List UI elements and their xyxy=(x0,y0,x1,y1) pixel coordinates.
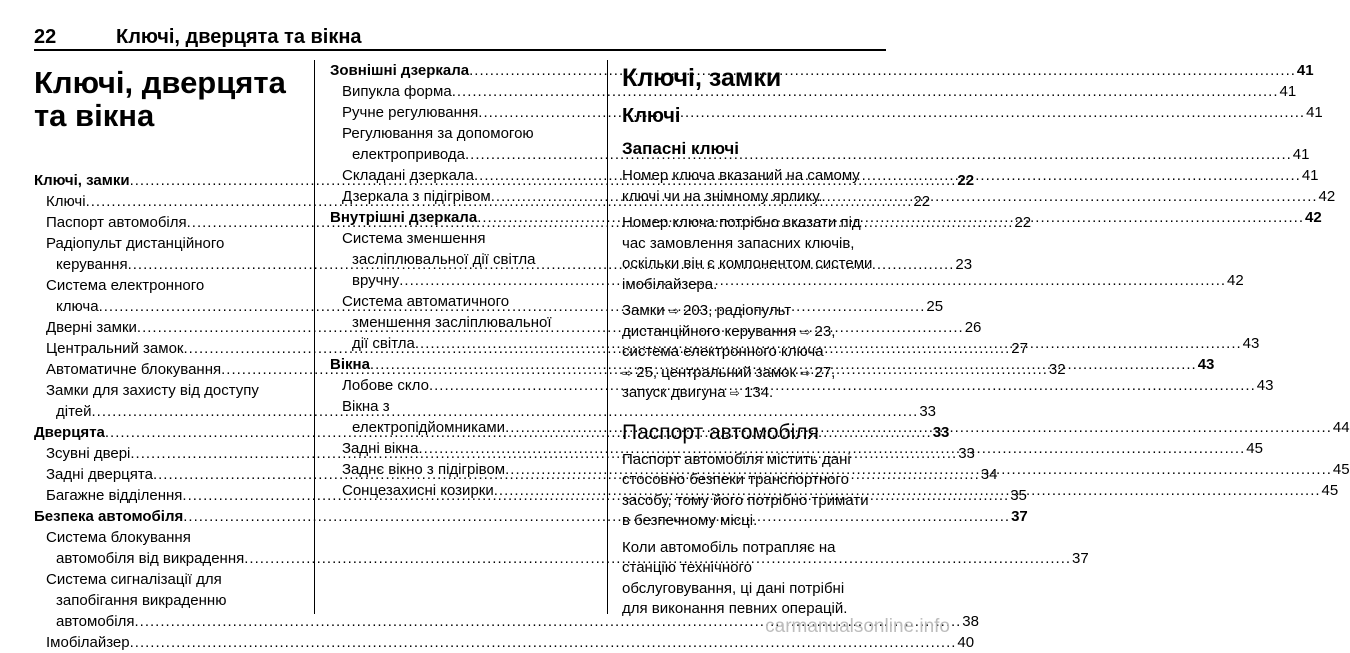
toc-item[interactable]: Багажне відділення ..... 35 xyxy=(34,485,298,506)
page-number: 22 xyxy=(34,26,57,48)
toc-item[interactable]: дітей ..... 33 xyxy=(34,401,298,422)
page-link[interactable]: 23, xyxy=(814,322,836,340)
chapter-title: Ключі, дверцята та вікна xyxy=(34,65,286,133)
toc-item[interactable]: автомобіля від викрадення ..... 37 xyxy=(34,548,298,569)
section-heading: Ключі, замки xyxy=(622,64,782,92)
topic-heading: Запасні ключі xyxy=(622,139,739,158)
arrow-right-icon: ⇨ xyxy=(800,324,811,339)
page-link[interactable]: 27, xyxy=(814,363,836,381)
watermark: carmanualsonline.info xyxy=(765,616,950,637)
toc-section[interactable]: Зовнішні дзеркала ..... 41 xyxy=(330,60,593,81)
toc-item-line: Система сигналізації для xyxy=(46,571,222,588)
arrow-right-icon: ⇨ xyxy=(729,386,740,400)
toc-item-line: Замки для захисту від доступу xyxy=(46,382,259,399)
toc-item[interactable]: Ключі ..... 22 xyxy=(34,191,298,212)
paragraph: Паспорт автомобіля містить дані стосовно безпеки транспортного засобу, тому його потрібно тримати в безпечному місці. xyxy=(622,450,869,529)
toc-item[interactable]: Дверні замки ..... 26 xyxy=(34,317,298,338)
toc-section[interactable]: Внутрішні дзеркала ..... 42 xyxy=(330,207,593,228)
toc-item[interactable]: Випукла форма ..... 41 xyxy=(330,81,593,102)
toc-item-line: Вікна з xyxy=(342,398,390,415)
toc-item[interactable]: Автоматичне блокування ..... 32 xyxy=(34,359,298,380)
paragraph-cross-references: Замки ⇨ 203, радіопульт дистанційного керування ⇨ 23, система електронного ключа ⇨ 25, центральний замок ⇨ 27, запуск двигуна ⇨ 134. xyxy=(622,302,836,401)
toc-item[interactable]: вручну ..... 42 xyxy=(330,270,593,291)
toc-item[interactable]: дії світла ..... 43 xyxy=(330,333,593,354)
page-link[interactable]: 203, радіопульт xyxy=(683,302,792,319)
toc-item-line: Система автоматичного xyxy=(342,293,510,310)
subsection-heading: Ключі xyxy=(622,105,681,127)
paragraph: Номер ключа вказаний на самому ключі чи на знімному ярлику. xyxy=(622,167,860,205)
toc-item[interactable]: Центральний замок ..... 27 xyxy=(34,338,298,359)
page-link[interactable]: 25, центральний замок xyxy=(636,363,797,381)
toc-item-line: Система блокування xyxy=(46,529,191,546)
header-rule xyxy=(34,49,886,51)
page-link[interactable]: 134. xyxy=(744,384,774,401)
section-heading: Паспорт автомобіля xyxy=(622,420,819,444)
toc-item[interactable]: Імобілайзер ..... 40 xyxy=(34,632,298,653)
toc-item[interactable]: Паспорт автомобіля ..... 22 xyxy=(34,212,298,233)
toc-item-line: Регулювання за допомогою xyxy=(342,125,534,142)
paragraph: Номер ключа потрібно вказати під час замовлення запасних ключів, оскільки він є компонентом системи імобілайзера. xyxy=(622,214,873,293)
arrow-right-icon: ⇨ xyxy=(668,304,679,318)
toc-section[interactable]: Вікна ..... 43 xyxy=(330,354,593,375)
toc-item[interactable]: Зсувні двері ..... 33 xyxy=(34,443,298,464)
toc-item[interactable]: Ручне регулювання ..... 41 xyxy=(330,102,593,123)
arrow-right-icon: ⇨ xyxy=(622,365,633,380)
running-title: Ключі, дверцята та вікна xyxy=(116,26,362,48)
toc-item-line: Система електронного xyxy=(46,277,205,294)
toc-item-line: засліплювальної дії світла xyxy=(352,251,536,268)
toc-item-line: запобігання викраденню xyxy=(56,592,227,609)
toc-item-line: Радіопульт дистанційного xyxy=(46,235,225,252)
toc-item[interactable]: Дзеркала з підігрівом ..... 42 xyxy=(330,186,593,207)
toc-item[interactable]: керування ..... 23 xyxy=(34,254,298,275)
toc-section[interactable]: Дверцята ..... 33 xyxy=(34,422,298,443)
content-column xyxy=(622,60,886,626)
toc-item[interactable]: ключа ..... 25 xyxy=(34,296,298,317)
toc-item[interactable]: Задні дверцята ..... 34 xyxy=(34,464,298,485)
toc-item[interactable]: автомобіля ..... 38 xyxy=(34,611,298,632)
toc-section[interactable]: Ключі, замки ..... 22 xyxy=(34,170,298,191)
toc-item[interactable]: Заднє вікно з підігрівом ..... 45 xyxy=(330,459,593,480)
arrow-right-icon: ⇨ xyxy=(800,365,811,380)
toc-item-line: Система зменшення xyxy=(342,230,486,247)
page-header xyxy=(34,26,886,50)
toc-item[interactable]: електропривода ..... 41 xyxy=(330,144,593,165)
toc-item[interactable]: електропідйомниками ..... 44 xyxy=(330,417,593,438)
toc-item[interactable]: Лобове скло ..... 43 xyxy=(330,375,593,396)
toc-section[interactable]: Безпека автомобіля ..... 37 xyxy=(34,506,298,527)
paragraph: Коли автомобіль потрапляє на станцію технічного обслуговування, ці дані потрібні для виконання певних операцій. xyxy=(622,538,848,617)
toc-item[interactable]: Задні вікна ..... 45 xyxy=(330,438,593,459)
toc-item-line: зменшення засліплювальної xyxy=(352,314,552,331)
toc-item[interactable]: Сонцезахисні козирки ..... 45 xyxy=(330,480,593,501)
toc-item[interactable]: Складані дзеркала ..... 41 xyxy=(330,165,593,186)
